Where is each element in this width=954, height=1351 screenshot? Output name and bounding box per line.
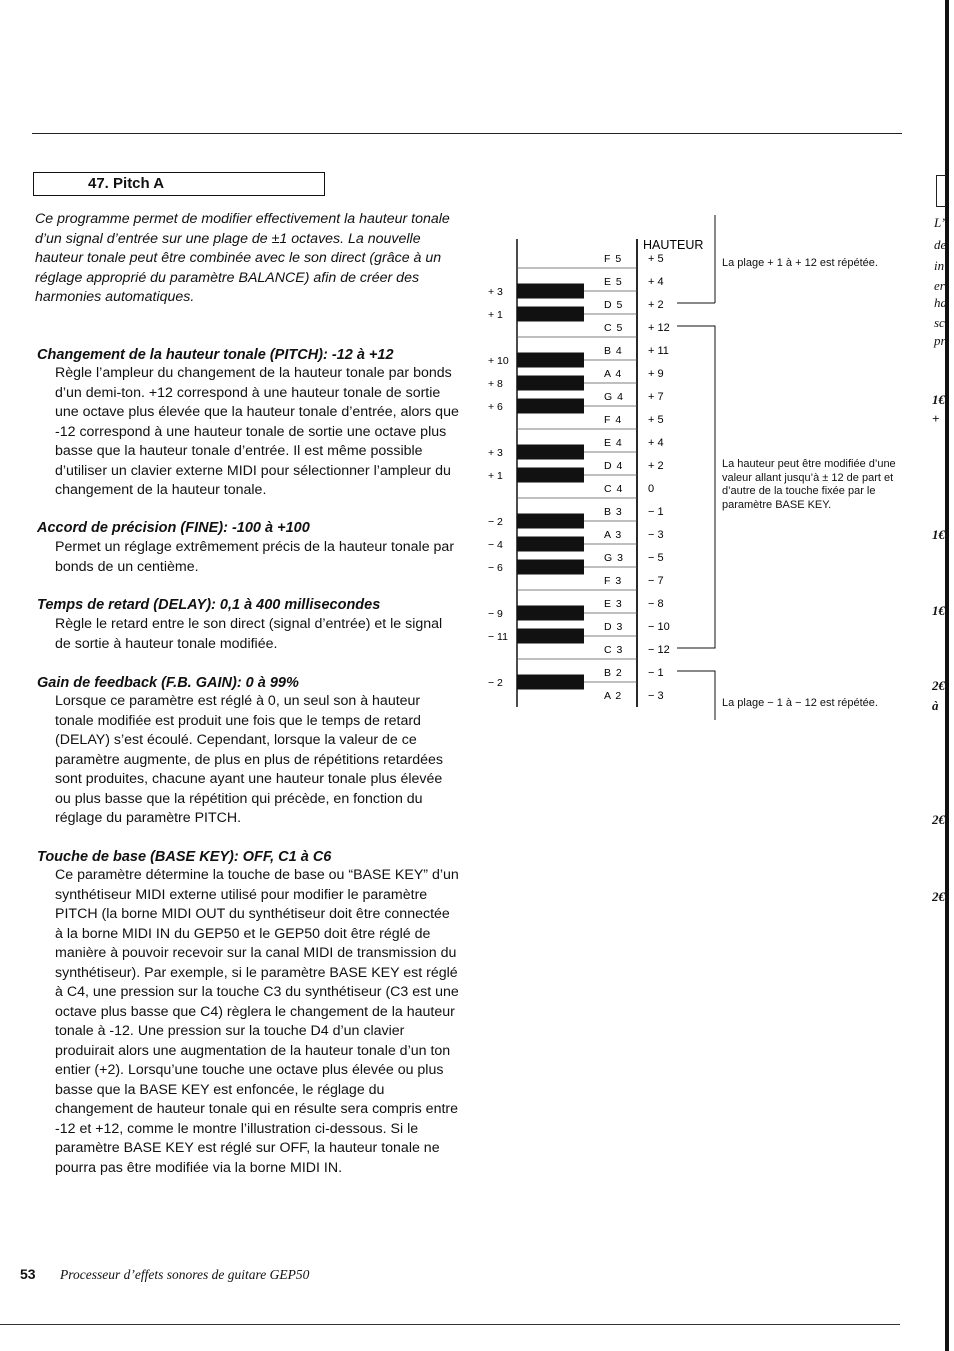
white-key-note: G 4	[604, 391, 624, 403]
black-key	[517, 606, 584, 621]
white-key-note: F 5	[604, 253, 623, 265]
note-middle: La hauteur peut être modifiée d’une valeur allant jusqu’à ± 12 de part et d’autre de la touche fixée par le paramètre BASE KEY.	[722, 458, 896, 511]
edge-fragment: 2€	[932, 678, 945, 693]
pitch-value: + 5	[648, 253, 664, 265]
edge-fragment: à	[932, 698, 939, 713]
edge-fragment: ha	[934, 295, 947, 310]
black-key	[517, 560, 584, 575]
black-key	[517, 307, 584, 322]
intro-paragraph: Ce programme permet de modifier effectivement la hauteur tonale d’un signal d’entrée sur une plage de ±1 octaves. La nouvelle hauteur tonale peut être combinée avec le son direct (grâce à un réglage approprié du paramètre BALANCE) afin de créer des harmonies automatiques.	[35, 211, 450, 306]
basekey-heading: Touche de base (BASE KEY): OFF, C1 à C6	[37, 849, 332, 865]
edge-fragment: er	[934, 278, 945, 293]
white-key-note: C 3	[604, 644, 624, 656]
pitch-value: − 12	[648, 644, 670, 656]
white-key-note: B 4	[604, 345, 623, 357]
fine-body: Permet un réglage extrêmement précis de la hauteur tonale par bonds de un centième.	[55, 539, 455, 575]
pitch-value: + 4	[648, 437, 664, 449]
keyboard-diagram	[480, 205, 720, 735]
section-title-box	[33, 172, 325, 196]
pitch-value: − 7	[648, 575, 664, 587]
black-key	[517, 468, 584, 483]
black-key	[517, 445, 584, 460]
delay-heading: Temps de retard (DELAY): 0,1 à 400 millisecondes	[37, 597, 381, 613]
black-key	[517, 284, 584, 299]
edge-fragment: 2€	[932, 889, 945, 904]
pitch-value: − 3	[648, 690, 664, 702]
bracket-bottom	[677, 671, 715, 720]
top-rule	[32, 133, 902, 134]
white-key-note: C 5	[604, 322, 624, 334]
white-key-note: A 4	[604, 368, 623, 380]
black-key	[517, 353, 584, 368]
black-key	[517, 514, 584, 529]
white-key-note: A 3	[604, 529, 623, 541]
white-key-note: E 4	[604, 437, 623, 449]
bracket-middle	[677, 326, 715, 648]
pitch-value: − 10	[648, 621, 670, 633]
pitch-value: 0	[648, 483, 655, 495]
pitch-value: − 5	[648, 552, 664, 564]
fine-heading: Accord de précision (FINE): -100 à +100	[37, 520, 310, 536]
footer-title: Processeur d’effets sonores de guitare GEP50	[60, 1267, 310, 1282]
edge-fragment: sc	[934, 315, 945, 330]
black-key-value: + 1	[488, 470, 503, 482]
pitch-value: + 12	[648, 322, 670, 334]
black-key-value: + 6	[488, 401, 503, 413]
black-key-value: − 11	[488, 631, 508, 643]
black-key-value: + 1	[488, 309, 503, 321]
black-key-value: − 6	[488, 562, 503, 574]
black-key-value: + 3	[488, 447, 503, 459]
black-key-value: + 10	[488, 355, 509, 367]
edge-fragment: +	[932, 411, 940, 426]
hauteur-header: HAUTEUR	[643, 238, 704, 252]
basekey-body: Ce paramètre détermine la touche de base ou “BASE KEY” d’un synthétiseur MIDI externe utilisé pour modifier le paramètre PITCH (la borne MIDI OUT du synthétiseur doit être connectée à la borne MIDI IN du GEP50 et le GEP50 doit être réglé de manière à pouvoir recevoir sur la canal MIDI de transmission du synthétiseur). Par exemple, si le paramètre BASE KEY est réglé à C4, une pression sur la touche C3 du synthétiseur (C3 est une octave plus basse que C4) règlera le changement de la hauteur tonale à -12. Une pression sur la touche D4 d’un clavier produirait alors une augmentation de la hauteur tonale d’un ton entier (+2). Lorsqu’une touche une octave plus élevée ou plus basse que la BASE KEY est enfoncée, le réglage du changement de hauteur tonale qui en résulte sera compris entre -12 et +12, comme le montre l’illustration ci-dessous. Si le paramètre BASE KEY est réglé sur OFF, la hauteur tonale ne pourra pas être modifiée via la borne MIDI IN.	[55, 867, 459, 1176]
white-key-note: D 3	[604, 621, 624, 633]
white-key-note: E 5	[604, 276, 623, 288]
edge-fragment: pr	[934, 333, 946, 348]
fbgain-heading: Gain de feedback (F.B. GAIN): 0 à 99%	[37, 675, 299, 691]
edge-box	[936, 175, 946, 207]
white-key-note: D 5	[604, 299, 624, 311]
black-key-value: − 4	[488, 539, 503, 551]
pitch-value: + 2	[648, 299, 664, 311]
pitch-value: + 4	[648, 276, 664, 288]
edge-fragment: 1€	[932, 603, 945, 618]
edge-fragment: in	[934, 258, 945, 273]
black-key-value: − 9	[488, 608, 503, 620]
white-key-note: F 4	[604, 414, 623, 426]
black-key	[517, 537, 584, 552]
black-key	[517, 629, 584, 644]
white-key-note: A 2	[604, 690, 623, 702]
black-key-value: + 8	[488, 378, 503, 390]
edge-fragment: de	[934, 237, 947, 252]
pitch-heading: Changement de la hauteur tonale (PITCH): -12 à +12	[37, 347, 394, 363]
pitch-value: + 2	[648, 460, 664, 472]
white-key-note: B 3	[604, 506, 623, 518]
pitch-body: Règle l’ampleur du changement de la hauteur tonale par bonds d’un demi-ton. +12 correspond à une hauteur tonale de sortie une octave plus élevée que la hauteur tonale d’entrée, alors que -12 correspond à une hauteur tonale de sortie une octave plus basse que la hauteur tonale d’entrée. Il est même possible d’utiliser un clavier externe MIDI pour sélectionner l’ampleur du changement de la hauteur tonale.	[55, 365, 459, 498]
pitch-value: − 3	[648, 529, 664, 541]
black-key-value: − 2	[488, 677, 503, 689]
black-key	[517, 675, 584, 690]
edge-fragment: L’	[934, 215, 946, 230]
fbgain-body: Lorsque ce paramètre est réglé à 0, un seul son à hauteur tonale modifiée est produit une fois que le temps de retard (DELAY) s’est écoulé. Cependant, lorsque la valeur de ce paramètre augmente, de plus en plus de répétitions retardées sont produites, chacune ayant une hauteur tonale plus élevée ou plus basse que la répétition qui précède, en fonction du réglage du paramètre PITCH.	[55, 693, 444, 826]
page-number: 53	[20, 1266, 36, 1282]
black-key-value: − 2	[488, 516, 503, 528]
white-key-note: E 3	[604, 598, 623, 610]
edge-fragment: 1€	[932, 527, 945, 542]
delay-body: Règle le retard entre le son direct (signal d’entrée) et le signal de sortie à hauteur tonale modifiée.	[55, 616, 443, 652]
pitch-value: − 8	[648, 598, 664, 610]
edge-fragment: 2€	[932, 812, 945, 827]
pitch-value: − 1	[648, 506, 664, 518]
white-key-note: B 2	[604, 667, 623, 679]
note-top: La plage + 1 à + 12 est répétée.	[722, 257, 878, 269]
pitch-value: + 9	[648, 368, 664, 380]
pitch-value: + 7	[648, 391, 664, 403]
white-key-note: D 4	[604, 460, 624, 472]
pitch-value: + 5	[648, 414, 664, 426]
white-key-note: F 3	[604, 575, 623, 587]
black-key-value: + 3	[488, 286, 503, 298]
bottom-rule	[0, 1324, 900, 1325]
white-key-note: G 3	[604, 552, 624, 564]
pitch-value: + 11	[648, 345, 669, 357]
pitch-value: − 1	[648, 667, 664, 679]
edge-fragment: 1€	[932, 392, 945, 407]
black-key	[517, 399, 584, 414]
white-key-note: C 4	[604, 483, 624, 495]
note-bottom: La plage − 1 à − 12 est répétée.	[722, 697, 878, 709]
keyboard-svg	[480, 205, 720, 735]
section-title: 47. Pitch A	[88, 175, 165, 192]
black-key	[517, 376, 584, 391]
